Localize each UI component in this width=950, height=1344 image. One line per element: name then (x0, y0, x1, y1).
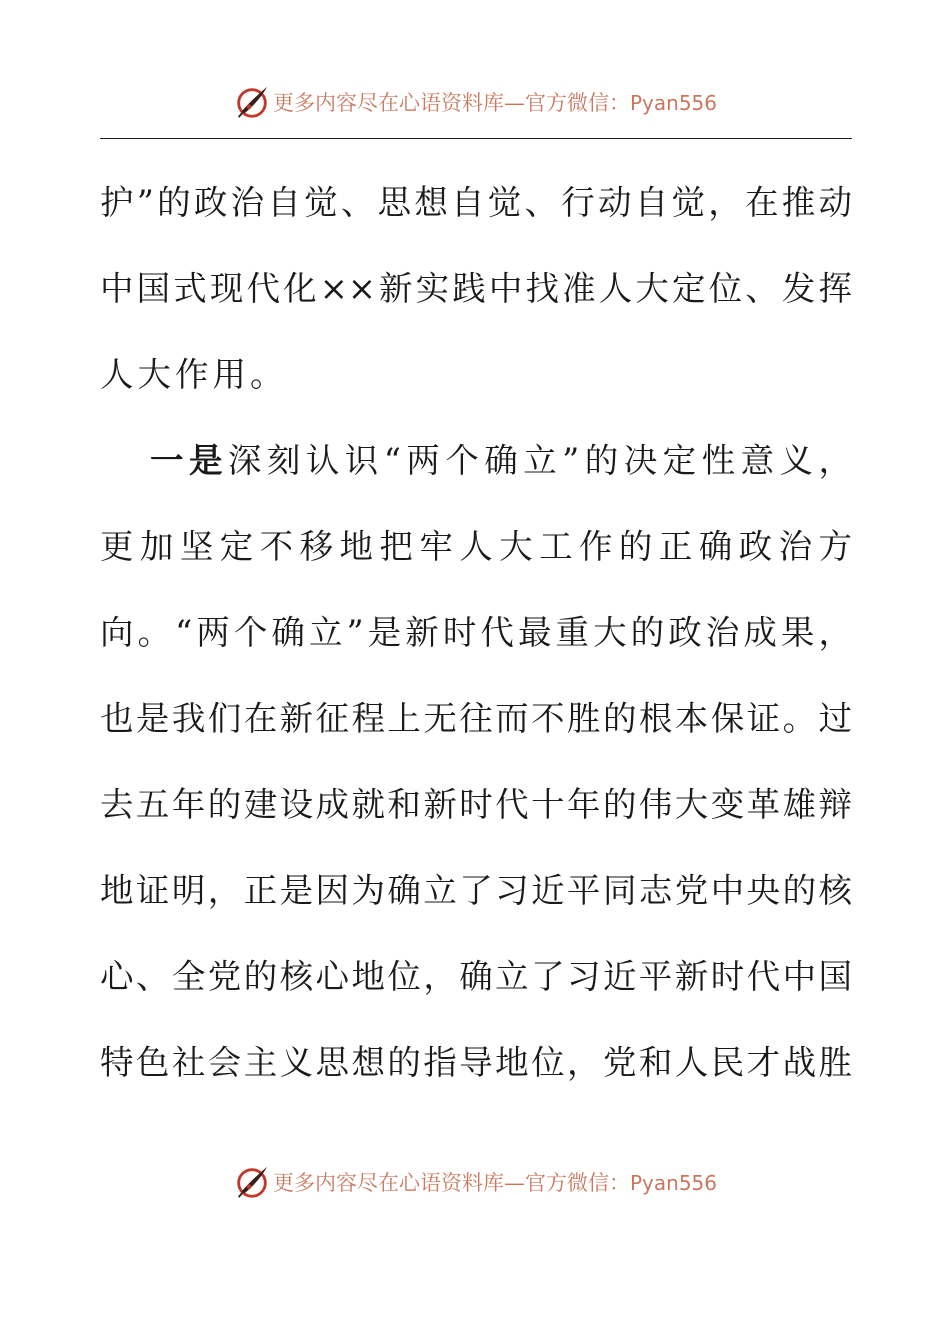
text-line-8: 去五年的建设成就和新时代十年的伟大变革雄辩 (100, 785, 852, 824)
text-line-7: 也是我们在新征程上无往而不胜的根本保证。过 (100, 699, 852, 738)
header-wechat-id: Pyan556 (629, 91, 717, 115)
text-line-10: 心、全党的核心地位，确立了习近平新时代中国 (100, 957, 852, 996)
text-line-11: 特色社会主义思想的指导地位，党和人民才战胜 (100, 1043, 852, 1082)
paragraph-2-first-line (100, 418, 852, 504)
footer-banner-text: 更多内容尽在心语资料库—官方微信：Pyan556 (272, 1171, 717, 1195)
text-line-5: 更加坚定不移地把牢人大工作的正确政治方 (100, 527, 852, 566)
paragraph-2-line-1-text: 深刻认识“两个确立”的决定性意义， (227, 441, 852, 480)
text-line-3: 人大作用。 (100, 355, 288, 394)
header-banner-text: 更多内容尽在心语资料库—官方微信：Pyan556 (272, 91, 717, 115)
text-line-6: 向。“两个确立”是新时代最重大的政治成果， (100, 613, 852, 652)
text-line-9: 地证明，正是因为确立了习近平同志党中央的核 (100, 871, 852, 910)
header-rule (100, 138, 852, 139)
text-line-1: 护”的政治自觉、思想自觉、行动自觉，在推动 (100, 183, 852, 222)
text-line-2: 中国式现代化××新实践中找准人大定位、发挥 (100, 269, 852, 308)
header-banner (0, 80, 950, 124)
quill-logo-icon (233, 83, 271, 121)
paragraph-lead-bold: 一是 (150, 441, 228, 480)
footer-wechat-id: Pyan556 (629, 1171, 717, 1195)
quill-logo-icon (233, 1163, 271, 1201)
footer-banner (0, 1160, 950, 1204)
document-body (100, 160, 852, 1106)
